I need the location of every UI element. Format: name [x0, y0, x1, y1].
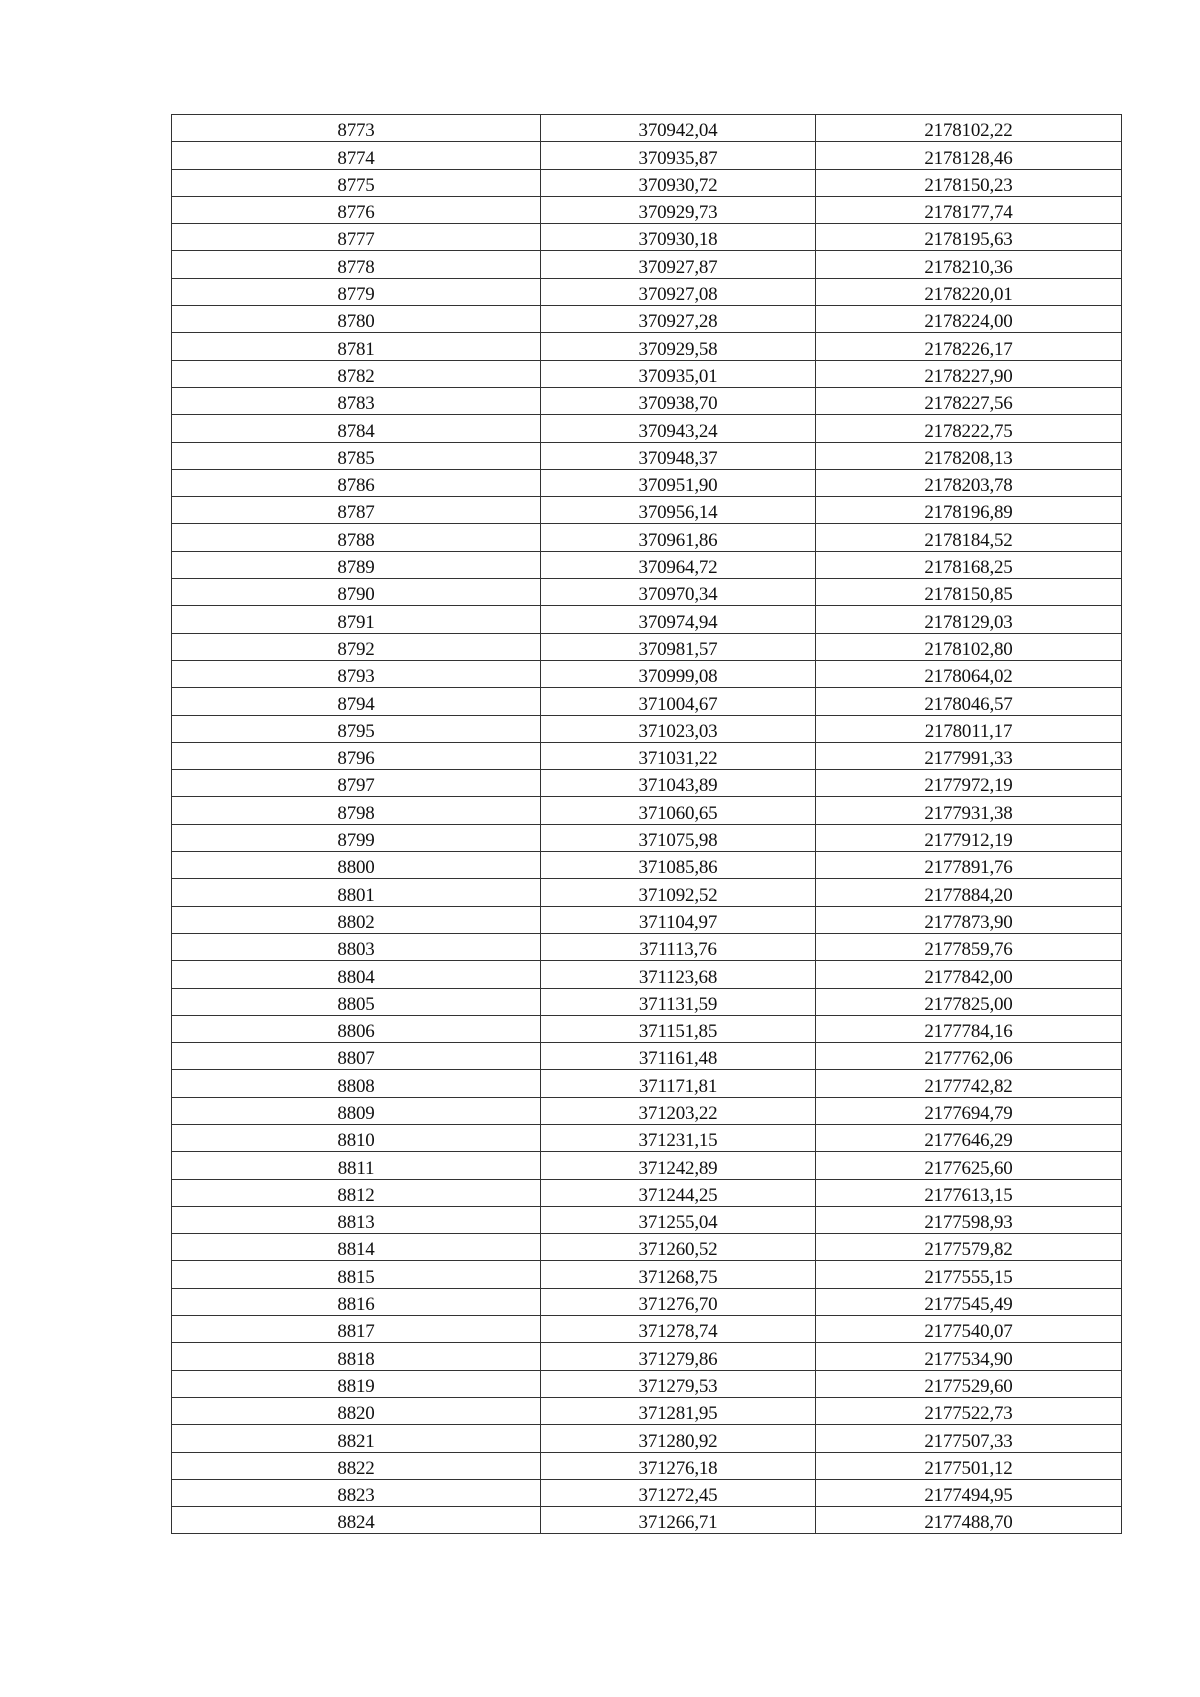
point-number-cell: 8774	[172, 142, 541, 169]
point-number-cell: 8824	[172, 1507, 541, 1534]
x-coordinate-cell: 370943,24	[541, 415, 816, 442]
y-coordinate-cell: 2178129,03	[816, 606, 1122, 633]
point-number-cell: 8776	[172, 196, 541, 223]
x-coordinate-cell: 370935,01	[541, 360, 816, 387]
table-row	[172, 1179, 1122, 1206]
table-row	[172, 387, 1122, 414]
point-number-cell: 8823	[172, 1479, 541, 1506]
x-coordinate-cell: 370927,08	[541, 278, 816, 305]
x-coordinate-cell: 371280,92	[541, 1425, 816, 1452]
point-number-cell: 8807	[172, 1043, 541, 1070]
x-coordinate-cell: 371260,52	[541, 1234, 816, 1261]
x-coordinate-cell: 371075,98	[541, 824, 816, 851]
y-coordinate-cell: 2177501,12	[816, 1452, 1122, 1479]
point-number-cell: 8805	[172, 988, 541, 1015]
point-number-cell: 8810	[172, 1124, 541, 1151]
point-number-cell: 8795	[172, 715, 541, 742]
table-row	[172, 1206, 1122, 1233]
x-coordinate-cell: 370927,28	[541, 306, 816, 333]
table-row	[172, 961, 1122, 988]
table-row	[172, 169, 1122, 196]
point-number-cell: 8800	[172, 852, 541, 879]
y-coordinate-cell: 2177646,29	[816, 1124, 1122, 1151]
x-coordinate-cell: 370929,58	[541, 333, 816, 360]
y-coordinate-cell: 2177579,82	[816, 1234, 1122, 1261]
table-row	[172, 797, 1122, 824]
x-coordinate-cell: 371255,04	[541, 1206, 816, 1233]
table-row	[172, 715, 1122, 742]
table-row	[172, 497, 1122, 524]
y-coordinate-cell: 2177555,15	[816, 1261, 1122, 1288]
x-coordinate-cell: 371278,74	[541, 1316, 816, 1343]
table-row	[172, 852, 1122, 879]
y-coordinate-cell: 2178224,00	[816, 306, 1122, 333]
point-number-cell: 8794	[172, 688, 541, 715]
point-number-cell: 8798	[172, 797, 541, 824]
y-coordinate-cell: 2177972,19	[816, 770, 1122, 797]
table-row	[172, 1425, 1122, 1452]
y-coordinate-cell: 2177859,76	[816, 933, 1122, 960]
point-number-cell: 8781	[172, 333, 541, 360]
x-coordinate-cell: 370981,57	[541, 633, 816, 660]
y-coordinate-cell: 2178203,78	[816, 469, 1122, 496]
y-coordinate-cell: 2177884,20	[816, 879, 1122, 906]
y-coordinate-cell: 2178102,80	[816, 633, 1122, 660]
y-coordinate-cell: 2178150,85	[816, 579, 1122, 606]
y-coordinate-cell: 2178208,13	[816, 442, 1122, 469]
table-row	[172, 579, 1122, 606]
y-coordinate-cell: 2178227,90	[816, 360, 1122, 387]
x-coordinate-cell: 370970,34	[541, 579, 816, 606]
point-number-cell: 8775	[172, 169, 541, 196]
table-row	[172, 1261, 1122, 1288]
x-coordinate-cell: 371171,81	[541, 1070, 816, 1097]
y-coordinate-cell: 2177598,93	[816, 1206, 1122, 1233]
table-row	[172, 606, 1122, 633]
table-row	[172, 1370, 1122, 1397]
table-row	[172, 333, 1122, 360]
y-coordinate-cell: 2177534,90	[816, 1343, 1122, 1370]
x-coordinate-cell: 371031,22	[541, 742, 816, 769]
table-row	[172, 1015, 1122, 1042]
table-row	[172, 1397, 1122, 1424]
point-number-cell: 8803	[172, 933, 541, 960]
x-coordinate-cell: 371279,86	[541, 1343, 816, 1370]
y-coordinate-cell: 2177842,00	[816, 961, 1122, 988]
x-coordinate-cell: 370927,87	[541, 251, 816, 278]
x-coordinate-cell: 370961,86	[541, 524, 816, 551]
x-coordinate-cell: 371272,45	[541, 1479, 816, 1506]
point-number-cell: 8797	[172, 770, 541, 797]
coordinate-table	[171, 114, 1122, 1534]
point-number-cell: 8816	[172, 1288, 541, 1315]
table-row	[172, 688, 1122, 715]
table-row	[172, 633, 1122, 660]
x-coordinate-cell: 371085,86	[541, 852, 816, 879]
point-number-cell: 8777	[172, 224, 541, 251]
x-coordinate-cell: 371266,71	[541, 1507, 816, 1534]
x-coordinate-cell: 371023,03	[541, 715, 816, 742]
y-coordinate-cell: 2178220,01	[816, 278, 1122, 305]
point-number-cell: 8780	[172, 306, 541, 333]
table-row	[172, 415, 1122, 442]
y-coordinate-cell: 2177784,16	[816, 1015, 1122, 1042]
x-coordinate-cell: 370999,08	[541, 660, 816, 687]
x-coordinate-cell: 371281,95	[541, 1397, 816, 1424]
point-number-cell: 8788	[172, 524, 541, 551]
table-row	[172, 360, 1122, 387]
table-row	[172, 1152, 1122, 1179]
point-number-cell: 8796	[172, 742, 541, 769]
x-coordinate-cell: 371123,68	[541, 961, 816, 988]
y-coordinate-cell: 2177694,79	[816, 1097, 1122, 1124]
point-number-cell: 8785	[172, 442, 541, 469]
x-coordinate-cell: 371043,89	[541, 770, 816, 797]
table-row	[172, 933, 1122, 960]
point-number-cell: 8820	[172, 1397, 541, 1424]
point-number-cell: 8783	[172, 387, 541, 414]
table-row	[172, 1070, 1122, 1097]
table-row	[172, 879, 1122, 906]
table-row	[172, 196, 1122, 223]
x-coordinate-cell: 371276,18	[541, 1452, 816, 1479]
y-coordinate-cell: 2177825,00	[816, 988, 1122, 1015]
table-row	[172, 524, 1122, 551]
table-row	[172, 988, 1122, 1015]
x-coordinate-cell: 371279,53	[541, 1370, 816, 1397]
x-coordinate-cell: 371104,97	[541, 906, 816, 933]
point-number-cell: 8801	[172, 879, 541, 906]
x-coordinate-cell: 370930,72	[541, 169, 816, 196]
point-number-cell: 8806	[172, 1015, 541, 1042]
x-coordinate-cell: 371231,15	[541, 1124, 816, 1151]
table-row	[172, 551, 1122, 578]
y-coordinate-cell: 2177742,82	[816, 1070, 1122, 1097]
x-coordinate-cell: 370948,37	[541, 442, 816, 469]
table-row	[172, 1452, 1122, 1479]
point-number-cell: 8778	[172, 251, 541, 278]
table-row	[172, 660, 1122, 687]
y-coordinate-cell: 2177540,07	[816, 1316, 1122, 1343]
x-coordinate-cell: 370964,72	[541, 551, 816, 578]
table-row	[172, 770, 1122, 797]
point-number-cell: 8812	[172, 1179, 541, 1206]
y-coordinate-cell: 2178196,89	[816, 497, 1122, 524]
x-coordinate-cell: 371151,85	[541, 1015, 816, 1042]
table-row	[172, 469, 1122, 496]
table-row	[172, 224, 1122, 251]
point-number-cell: 8790	[172, 579, 541, 606]
table-row	[172, 1124, 1122, 1151]
point-number-cell: 8784	[172, 415, 541, 442]
y-coordinate-cell: 2178168,25	[816, 551, 1122, 578]
table-row	[172, 1507, 1122, 1534]
point-number-cell: 8773	[172, 115, 541, 142]
x-coordinate-cell: 370956,14	[541, 497, 816, 524]
y-coordinate-cell: 2178195,63	[816, 224, 1122, 251]
table-row	[172, 442, 1122, 469]
point-number-cell: 8811	[172, 1152, 541, 1179]
y-coordinate-cell: 2177931,38	[816, 797, 1122, 824]
table-row	[172, 1288, 1122, 1315]
y-coordinate-cell: 2178222,75	[816, 415, 1122, 442]
table-row	[172, 1343, 1122, 1370]
x-coordinate-cell: 371268,75	[541, 1261, 816, 1288]
table-row	[172, 115, 1122, 142]
point-number-cell: 8815	[172, 1261, 541, 1288]
x-coordinate-cell: 371092,52	[541, 879, 816, 906]
x-coordinate-cell: 371004,67	[541, 688, 816, 715]
y-coordinate-cell: 2178011,17	[816, 715, 1122, 742]
x-coordinate-cell: 370974,94	[541, 606, 816, 633]
y-coordinate-cell: 2177912,19	[816, 824, 1122, 851]
point-number-cell: 8817	[172, 1316, 541, 1343]
point-number-cell: 8819	[172, 1370, 541, 1397]
x-coordinate-cell: 371113,76	[541, 933, 816, 960]
y-coordinate-cell: 2177891,76	[816, 852, 1122, 879]
y-coordinate-cell: 2178184,52	[816, 524, 1122, 551]
coordinate-table-body	[172, 115, 1122, 1534]
point-number-cell: 8789	[172, 551, 541, 578]
point-number-cell: 8809	[172, 1097, 541, 1124]
point-number-cell: 8814	[172, 1234, 541, 1261]
y-coordinate-cell: 2177873,90	[816, 906, 1122, 933]
y-coordinate-cell: 2177522,73	[816, 1397, 1122, 1424]
point-number-cell: 8799	[172, 824, 541, 851]
point-number-cell: 8821	[172, 1425, 541, 1452]
y-coordinate-cell: 2177991,33	[816, 742, 1122, 769]
y-coordinate-cell: 2177529,60	[816, 1370, 1122, 1397]
x-coordinate-cell: 370938,70	[541, 387, 816, 414]
x-coordinate-cell: 371276,70	[541, 1288, 816, 1315]
x-coordinate-cell: 371131,59	[541, 988, 816, 1015]
y-coordinate-cell: 2178128,46	[816, 142, 1122, 169]
y-coordinate-cell: 2177613,15	[816, 1179, 1122, 1206]
point-number-cell: 8804	[172, 961, 541, 988]
y-coordinate-cell: 2178226,17	[816, 333, 1122, 360]
x-coordinate-cell: 370930,18	[541, 224, 816, 251]
point-number-cell: 8808	[172, 1070, 541, 1097]
point-number-cell: 8813	[172, 1206, 541, 1233]
table-row	[172, 824, 1122, 851]
table-row	[172, 1479, 1122, 1506]
y-coordinate-cell: 2178210,36	[816, 251, 1122, 278]
y-coordinate-cell: 2177494,95	[816, 1479, 1122, 1506]
x-coordinate-cell: 370929,73	[541, 196, 816, 223]
table-row	[172, 251, 1122, 278]
table-row	[172, 278, 1122, 305]
table-row	[172, 1043, 1122, 1070]
x-coordinate-cell: 371161,48	[541, 1043, 816, 1070]
x-coordinate-cell: 371060,65	[541, 797, 816, 824]
table-row	[172, 742, 1122, 769]
x-coordinate-cell: 371242,89	[541, 1152, 816, 1179]
point-number-cell: 8793	[172, 660, 541, 687]
point-number-cell: 8787	[172, 497, 541, 524]
point-number-cell: 8786	[172, 469, 541, 496]
point-number-cell: 8802	[172, 906, 541, 933]
point-number-cell: 8792	[172, 633, 541, 660]
point-number-cell: 8822	[172, 1452, 541, 1479]
x-coordinate-cell: 370942,04	[541, 115, 816, 142]
point-number-cell: 8791	[172, 606, 541, 633]
x-coordinate-cell: 371203,22	[541, 1097, 816, 1124]
table-row	[172, 906, 1122, 933]
table-row	[172, 1097, 1122, 1124]
y-coordinate-cell: 2178227,56	[816, 387, 1122, 414]
y-coordinate-cell: 2177507,33	[816, 1425, 1122, 1452]
y-coordinate-cell: 2177488,70	[816, 1507, 1122, 1534]
table-row	[172, 142, 1122, 169]
y-coordinate-cell: 2178064,02	[816, 660, 1122, 687]
y-coordinate-cell: 2177625,60	[816, 1152, 1122, 1179]
y-coordinate-cell: 2178177,74	[816, 196, 1122, 223]
x-coordinate-cell: 370951,90	[541, 469, 816, 496]
y-coordinate-cell: 2178150,23	[816, 169, 1122, 196]
y-coordinate-cell: 2177545,49	[816, 1288, 1122, 1315]
point-number-cell: 8779	[172, 278, 541, 305]
x-coordinate-cell: 370935,87	[541, 142, 816, 169]
y-coordinate-cell: 2178102,22	[816, 115, 1122, 142]
point-number-cell: 8782	[172, 360, 541, 387]
x-coordinate-cell: 371244,25	[541, 1179, 816, 1206]
table-row	[172, 1316, 1122, 1343]
table-row	[172, 306, 1122, 333]
point-number-cell: 8818	[172, 1343, 541, 1370]
y-coordinate-cell: 2177762,06	[816, 1043, 1122, 1070]
y-coordinate-cell: 2178046,57	[816, 688, 1122, 715]
table-row	[172, 1234, 1122, 1261]
